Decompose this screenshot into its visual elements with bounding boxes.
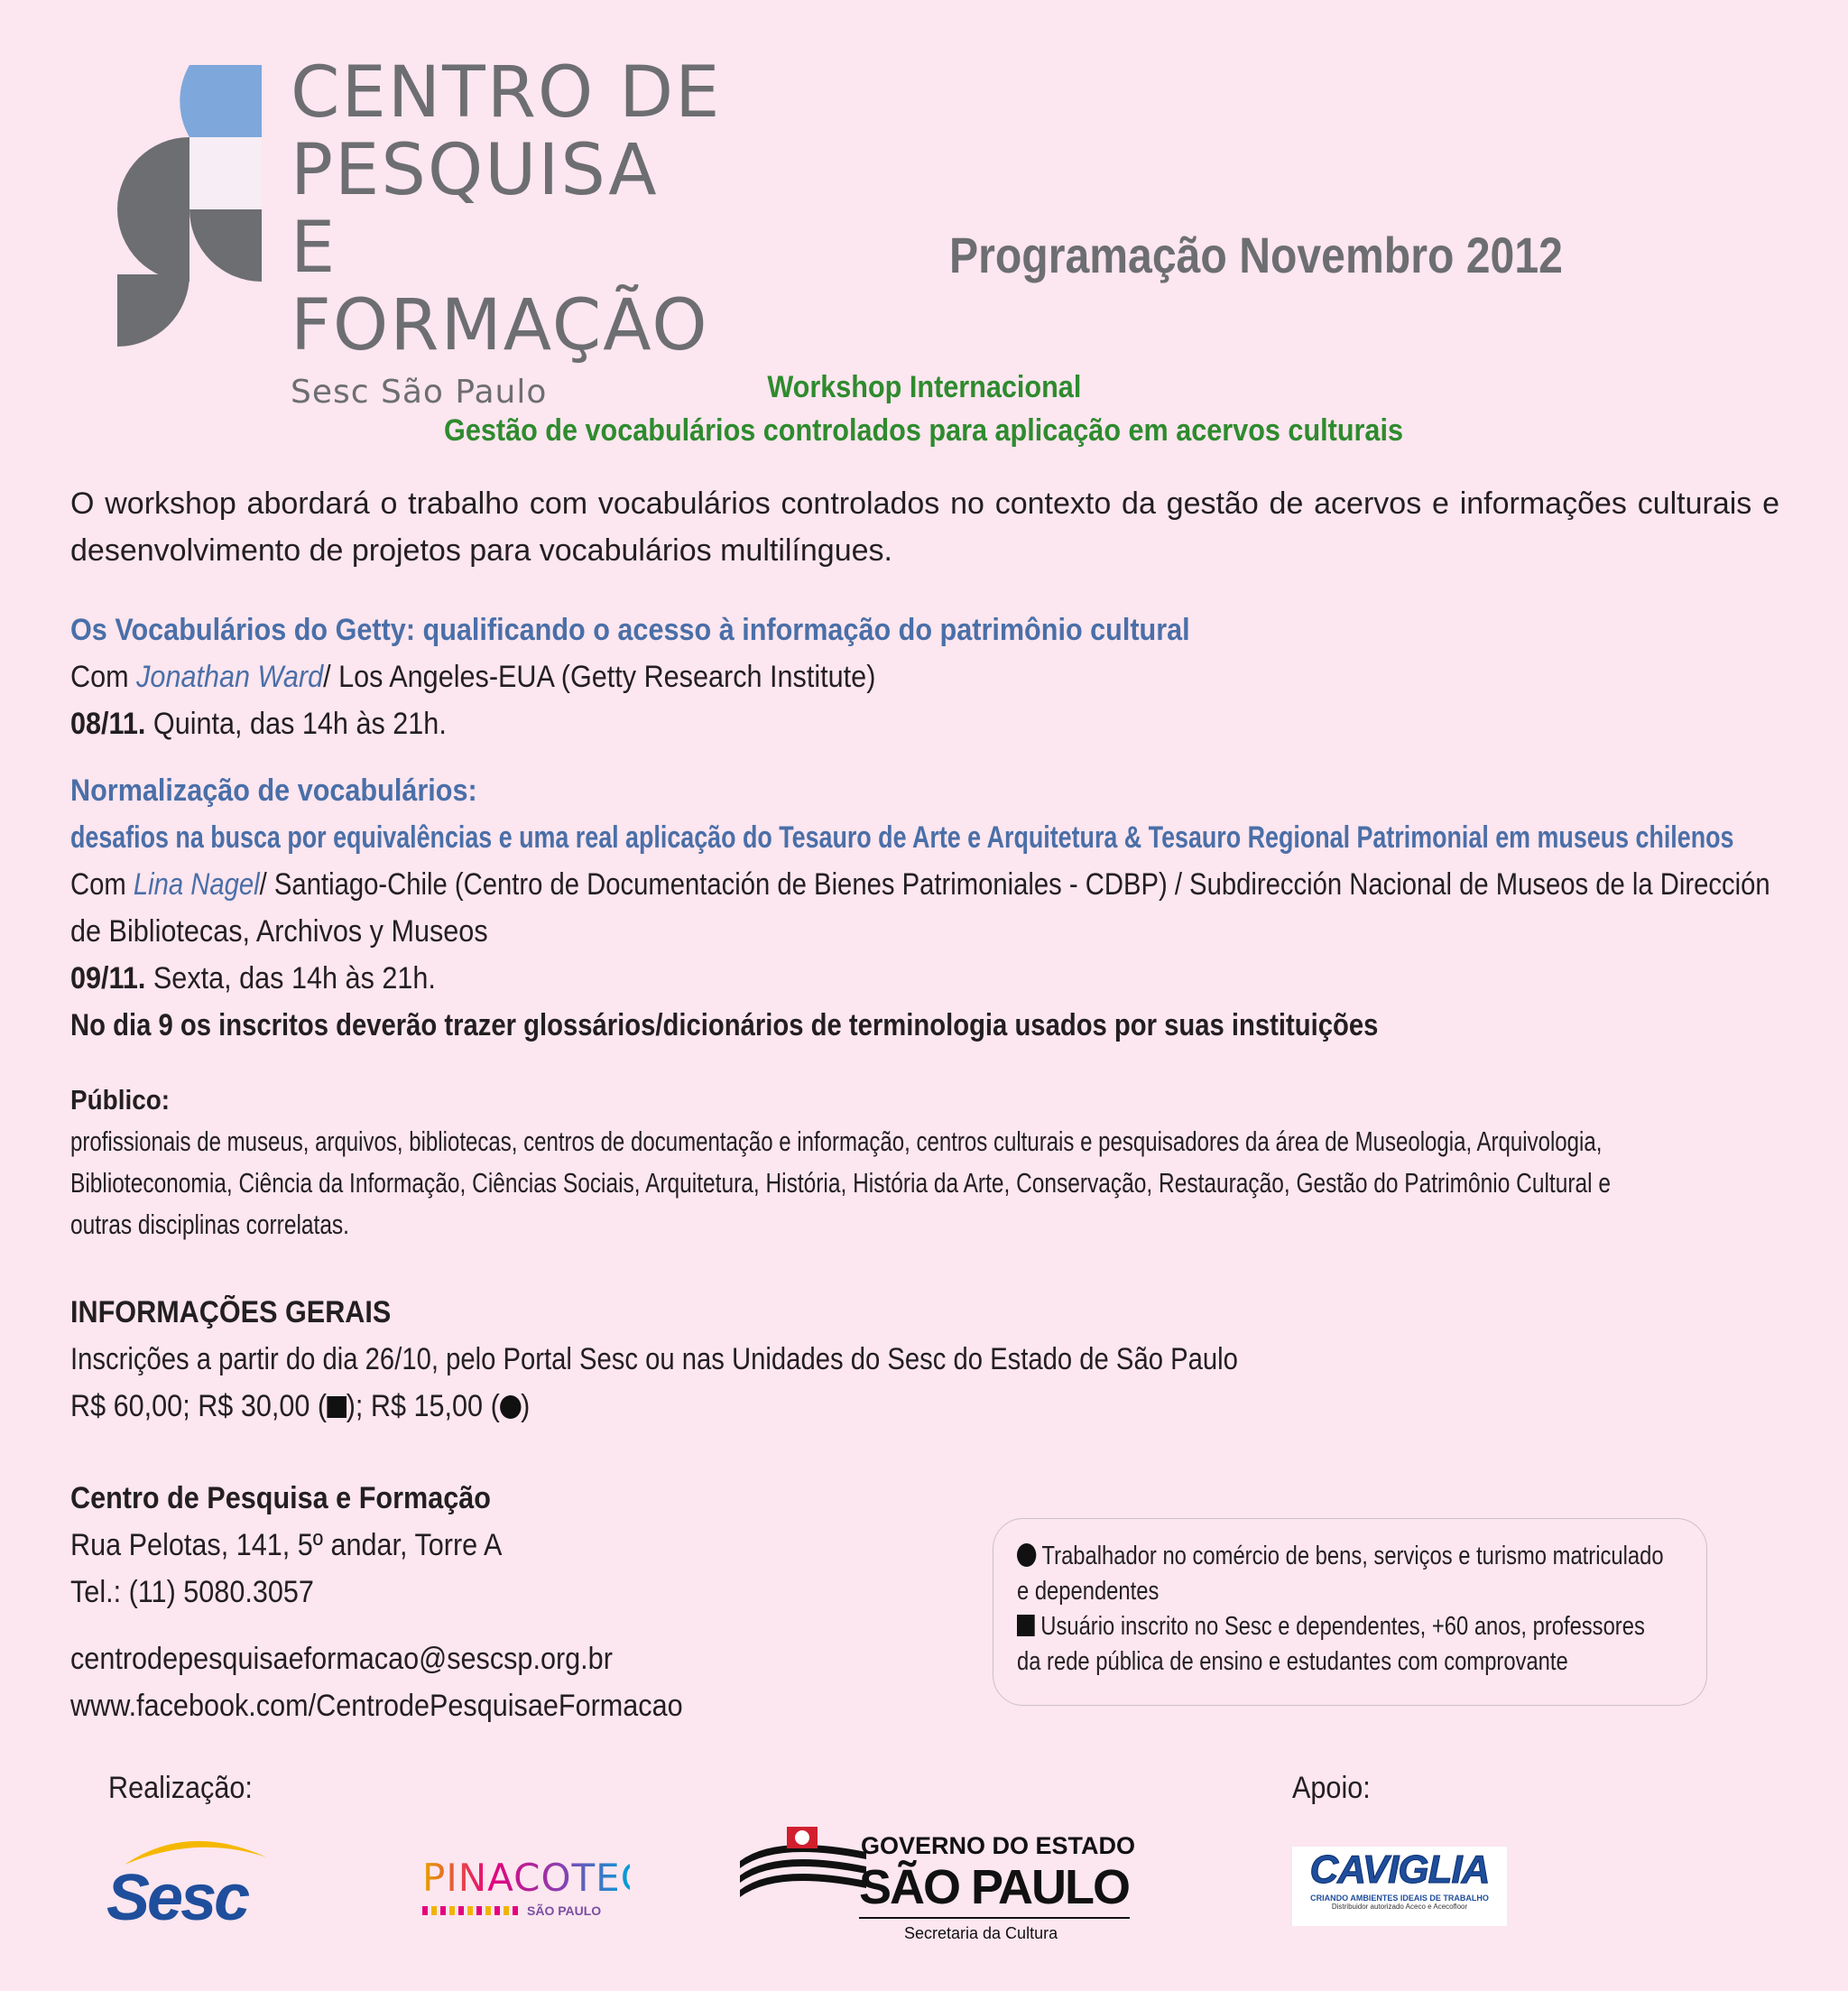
square-symbol-icon bbox=[327, 1396, 346, 1418]
contact-email[interactable]: centrodepesquisaeformacao@sescsp.org.br bbox=[70, 1642, 613, 1676]
session-2-date: 09/11. bbox=[70, 961, 146, 996]
centro-pesquisa-logo-text bbox=[291, 54, 760, 411]
session-2-time: Sexta, das 14h às 21h. bbox=[152, 961, 436, 996]
price-line bbox=[70, 1383, 530, 1430]
centro-pesquisa-logo-mark bbox=[117, 65, 262, 347]
caviglia-logo bbox=[1292, 1847, 1507, 1926]
governo-sp-logo bbox=[740, 1821, 1137, 1948]
pinacoteca-logo bbox=[422, 1856, 675, 1928]
session-2-speaker-line bbox=[70, 861, 1770, 908]
registration-text: Inscrições a partir do dia 26/10, pelo Portal Sesc ou nas Unidades do Sesc do Estado de São Paulo bbox=[70, 1342, 1238, 1376]
workshop-intro-text: O workshop abordará o trabalho com vocabulários controlados no contexto da gestão de acervos e informações culturais e desenvolvimento de projetos para vocabulários multilíngues. bbox=[70, 486, 1779, 568]
price-end: ) bbox=[521, 1389, 531, 1423]
apoio-label-text: Apoio: bbox=[1292, 1771, 1371, 1805]
contact-section bbox=[70, 1475, 882, 1729]
session-2-note-text: No dia 9 os inscritos deverão trazer glossários/dicionários de terminologia usados por suas instituições bbox=[70, 1008, 1379, 1042]
contact-name bbox=[70, 1475, 491, 1522]
realizacao-label-text: Realização: bbox=[108, 1771, 253, 1805]
pinacoteca-sub-text: SÃO PAULO bbox=[527, 1903, 602, 1918]
session-1-date: 08/11. bbox=[70, 707, 146, 741]
session-1-schedule bbox=[70, 700, 447, 747]
legend-square-line-1 bbox=[1017, 1609, 1645, 1644]
sesc-logo-text: Sesc bbox=[106, 1862, 248, 1934]
logo-subtitle: Sesc São Paulo bbox=[291, 374, 548, 411]
caviglia-sub-text-2: Distribuidor autorizado Aceco e Acecofloor bbox=[1331, 1903, 1468, 1911]
session-2-note bbox=[70, 1002, 1378, 1049]
contact-phone: Tel.: (11) 5080.3057 bbox=[70, 1575, 314, 1609]
workshop-kicker-text: Workshop Internacional bbox=[767, 370, 1081, 404]
session-1 bbox=[70, 607, 1779, 747]
logo-line-1: CENTRO DE bbox=[291, 52, 722, 134]
session-2-schedule bbox=[70, 955, 436, 1002]
gov-line-2: SÃO PAULO bbox=[859, 1860, 1130, 1914]
legend-square-text-1: Usuário inscrito no Sesc e dependentes, +60 anos, professores bbox=[1040, 1612, 1645, 1641]
workshop-title bbox=[0, 413, 1848, 449]
session-2-speaker: Lina Nagel bbox=[133, 867, 260, 902]
sesc-logo bbox=[106, 1830, 278, 1934]
workshop-title-text: Gestão de vocabulários controlados para aplicação em acervos culturais bbox=[444, 413, 1404, 448]
gov-line-1: GOVERNO DO ESTADO bbox=[861, 1832, 1136, 1859]
circle-symbol-icon bbox=[1017, 1543, 1036, 1567]
contact-name-text: Centro de Pesquisa e Formação bbox=[70, 1481, 491, 1515]
page-title: Programação Novembro 2012 bbox=[949, 227, 1563, 283]
session-2-affiliation-2: de Bibliotecas, Archivos y Museos bbox=[70, 914, 488, 949]
contact-facebook[interactable]: www.facebook.com/CentrodePesquisaeFormacao bbox=[70, 1689, 683, 1723]
legend-square-line-2: da rede pública de ensino e estudantes com comprovante bbox=[1017, 1647, 1568, 1676]
session-1-title: Os Vocabulários do Getty: qualificando o acesso à informação do patrimônio cultural bbox=[70, 613, 1190, 647]
session-1-speaker-line bbox=[70, 653, 875, 700]
general-info bbox=[70, 1289, 1779, 1430]
session-2-title-line-2: desafios na busca por equivalências e uma real aplicação do Tesauro de Arte e Arquitetura & Tesauro Regional Patrimonial em museus chilenos bbox=[70, 820, 1734, 855]
workshop-kicker bbox=[0, 370, 1848, 405]
audience-line-2: Biblioteconomia, Ciência da Informação, Ciências Sociais, Arquitetura, História, História da Arte, Conservação, Restauração, Gestão do Patrimônio Cultural e bbox=[70, 1167, 1611, 1199]
session-2-title-line-1: Normalização de vocabulários: bbox=[70, 773, 477, 808]
session-1-affiliation: / Los Angeles-EUA (Getty Research Institute) bbox=[323, 660, 876, 694]
gov-line-3: Secretaria da Cultura bbox=[904, 1924, 1058, 1942]
contact-address: Rua Pelotas, 141, 5º andar, Torre A bbox=[70, 1528, 503, 1562]
realizacao-label bbox=[108, 1771, 269, 1806]
caviglia-sub-text: CRIANDO AMBIENTES IDEAIS DE TRABALHO bbox=[1310, 1894, 1489, 1903]
workshop-intro bbox=[70, 480, 1779, 574]
logo-line-3: E FORMAÇÃO bbox=[291, 208, 709, 366]
session-2 bbox=[70, 767, 1779, 1049]
audience-section bbox=[70, 1079, 1779, 1246]
apoio-label bbox=[1292, 1771, 1379, 1806]
logo-line-2: PESQUISA bbox=[291, 130, 659, 211]
circle-symbol-icon bbox=[500, 1395, 521, 1419]
session-1-speaker: Jonathan Ward bbox=[136, 660, 324, 694]
legend-circle-text-1: Trabalhador no comércio de bens, serviços e turismo matriculado bbox=[1041, 1542, 1664, 1570]
pinacoteca-pattern-icon bbox=[422, 1906, 522, 1915]
session-2-affiliation-1: / Santiago-Chile (Centro de Documentación de Bienes Patrimoniales - CDBP) / Subdirección Nacional de Museos de la Dirección bbox=[259, 867, 1770, 902]
price-mid: ); R$ 15,00 ( bbox=[346, 1389, 500, 1423]
legend-circle-line-2: e dependentes bbox=[1017, 1577, 1160, 1606]
session-1-time: Quinta, das 14h às 21h. bbox=[152, 707, 447, 741]
pinacoteca-subline bbox=[422, 1903, 630, 1918]
audience-line-3: outras disciplinas correlatas. bbox=[70, 1208, 349, 1240]
price-legend-box bbox=[993, 1518, 1707, 1706]
audience-label bbox=[70, 1079, 170, 1121]
general-info-heading bbox=[70, 1289, 391, 1336]
square-symbol-icon bbox=[1017, 1615, 1035, 1636]
legend-circle-line-1 bbox=[1017, 1539, 1664, 1574]
general-info-heading-text: INFORMAÇÕES GERAIS bbox=[70, 1295, 392, 1329]
session-1-with: Com bbox=[70, 660, 129, 694]
audience-label-text: Público: bbox=[70, 1084, 171, 1116]
sp-flag-icon bbox=[740, 1825, 866, 1906]
price-full: R$ 60,00; R$ 30,00 ( bbox=[70, 1389, 328, 1423]
session-2-with: Com bbox=[70, 867, 126, 902]
gov-divider bbox=[859, 1917, 1130, 1919]
audience-line-1: profissionais de museus, arquivos, bibliotecas, centros de documentação e informação, centros culturais e pesquisadores da área de Museologia, Arquivologia, bbox=[70, 1125, 1603, 1157]
caviglia-logo-text: CAVIGLIA bbox=[1309, 1847, 1490, 1892]
pinacoteca-logo-text: PINACOTECA bbox=[422, 1856, 675, 1900]
